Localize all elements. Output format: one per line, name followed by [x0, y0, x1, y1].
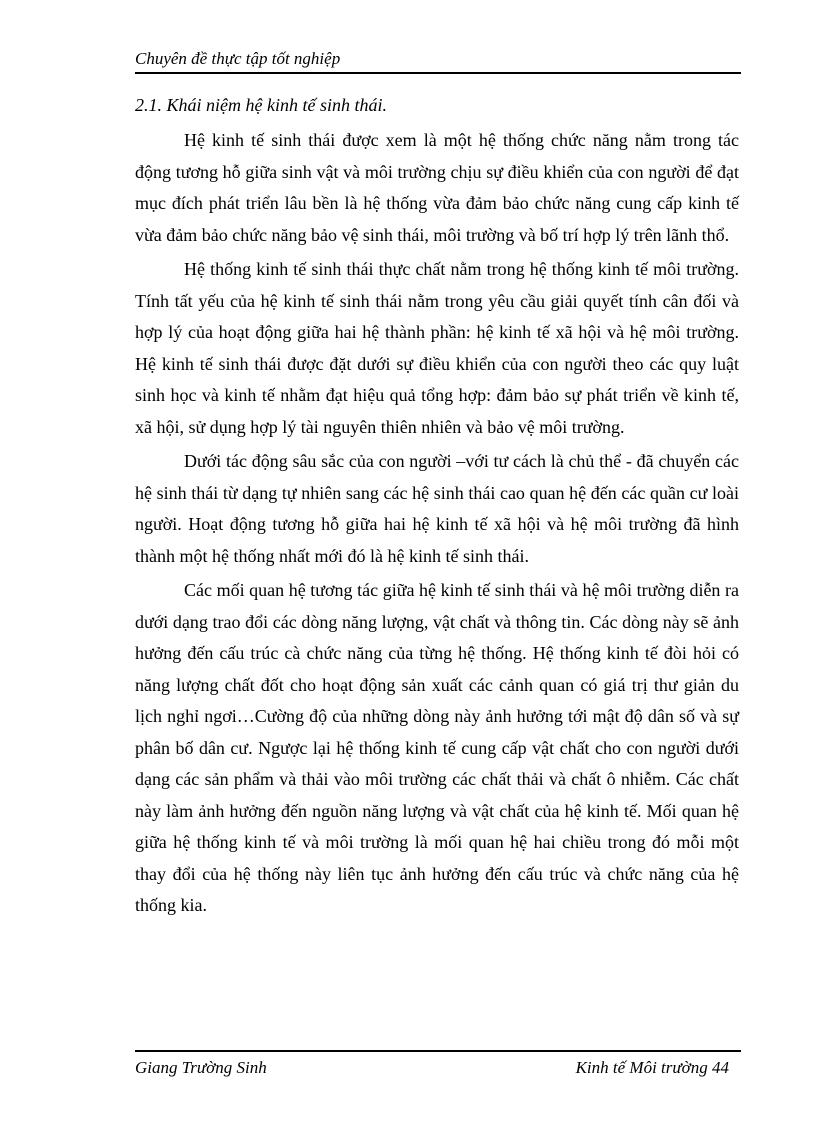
paragraph-2: Hệ thống kinh tế sinh thái thực chất nằm trong hệ thống kinh tế môi trường. Tính tất yếu của hệ kinh tế sinh thái nằm trong yêu cầu giải quyết tính cân đối và hợp lý của hoạt động giữa hai hệ thành phần: hệ kinh tế xã hội và hệ môi trường. Hệ kinh tế sinh thái được đặt dưới sự điều khiển của con người theo các quy luật sinh học và kinh tế nhằm đạt hiệu quả tổng hợp: đảm bảo sự phát triển về kinh tế, xã hội, sử dụng hợp lý tài nguyên thiên nhiên và bảo vệ môi trường. — [135, 259, 739, 437]
footer-author: Giang Trường Sinh — [135, 1058, 267, 1077]
paragraph-3: Dưới tác động sâu sắc của con người –với tư cách là chủ thể - đã chuyển các hệ sinh thái từ dạng tự nhiên sang các hệ sinh thái cao quan hệ đến các quần cư loài người. Hoạt động tương hỗ giữa hai hệ kinh tế xã hội và hệ môi trường đã hình thành một hệ thống nhất mới đó là hệ kinh tế sinh thái. — [135, 451, 739, 566]
paragraph-4: Các mối quan hệ tương tác giữa hệ kinh tế sinh thái và hệ môi trường diễn ra dưới dạng trao đổi các dòng năng lượng, vật chất và thông tin. Các dòng này sẽ ảnh hưởng đến cấu trúc cà chức năng của từng hệ thống. Hệ thống kinh tế đòi hỏi có năng lượng chất đốt cho hoạt động sản xuất các cảnh quan có giá trị thư giản du lịch nghỉ ngơi…Cường độ của những dòng này ảnh hưởng tới mật độ dân số và sự phân bố dân cư. Ngược lại hệ thống kinh tế cung cấp vật chất cho con người dưới dạng các sản phẩm và thải vào môi trường các chất thải và chất ô nhiễm. Các chất này làm ảnh hưởng đến nguồn năng lượng và vật chất của hệ kinh tế. Mối quan hệ giữa hệ thống kinh tế và môi trường là mối quan hệ hai chiều trong đó mỗi một thay đổi của hệ thống này liên tục ảnh hưởng đến cấu trúc và chức năng của hệ thống kia. — [135, 580, 739, 915]
footer-class-page: Kinh tế Môi trường 44 — [575, 1058, 729, 1077]
section-title: 2.1. Khái niệm hệ kinh tế sinh thái. — [135, 95, 387, 115]
header-title: Chuyên đề thực tập tốt nghiệp — [135, 49, 341, 68]
page-header — [135, 46, 741, 74]
paragraph-1: Hệ kinh tế sinh thái được xem là một hệ thống chức năng nằm trong tác động tương hỗ giữa sinh vật và môi trường chịu sự điều khiển của con người để đạt mục đích phát triển lâu bền là hệ thống vừa đảm bảo chức năng cung cấp kinh tế vừa đảm bảo chức năng bảo vệ sinh thái, môi trường và bố trí hợp lý trên lãnh thổ. — [135, 130, 739, 245]
page-footer — [135, 1050, 741, 1082]
page-body — [135, 92, 739, 922]
